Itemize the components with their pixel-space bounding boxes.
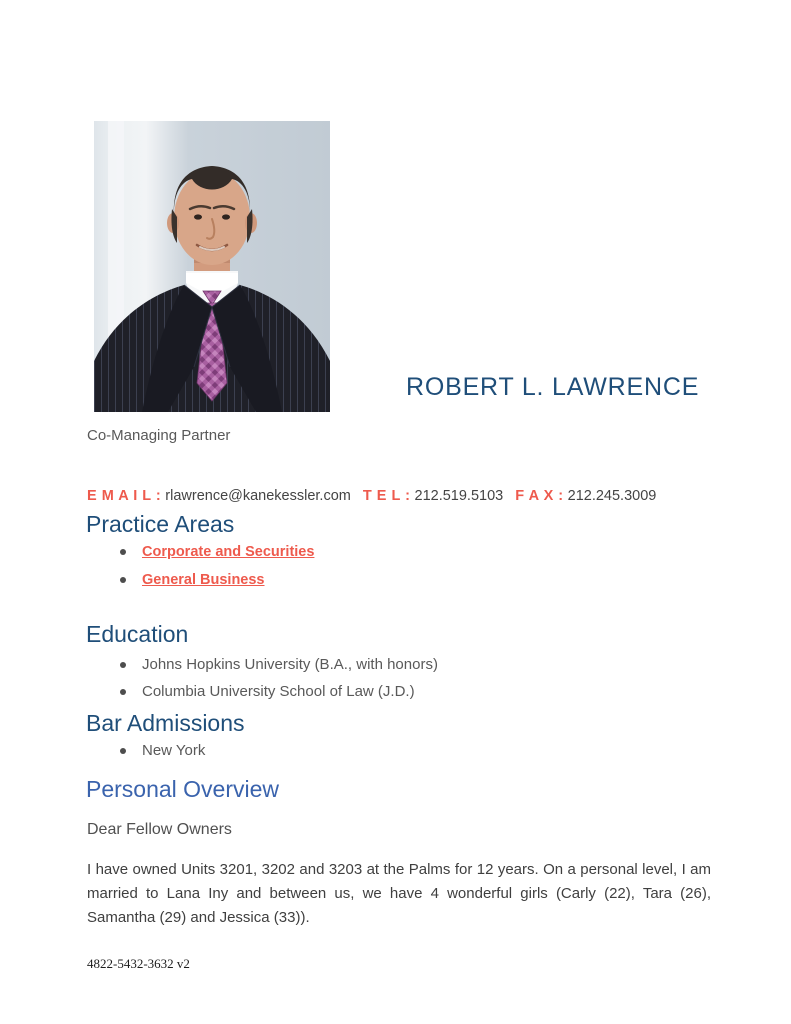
bullet-icon xyxy=(120,549,126,555)
list-item xyxy=(120,656,438,673)
fax-label: F A X : xyxy=(515,488,564,504)
bar-admission-item: New York xyxy=(142,742,206,759)
portrait-photo xyxy=(94,121,330,412)
document-code: 4822-5432-3632 v2 xyxy=(87,956,190,971)
tel-value: 212.519.5103 xyxy=(414,488,504,504)
tel-label: T E L : xyxy=(362,488,411,504)
role-subtitle: Co-Managing Partner xyxy=(87,427,231,444)
heading-education: Education xyxy=(86,621,189,647)
heading-personal-overview: Personal Overview xyxy=(86,776,280,802)
link-corporate-and-securities[interactable]: Corporate and Securities xyxy=(142,544,315,560)
heading-bar-admissions: Bar Admissions xyxy=(86,710,245,736)
page-title: ROBERT L. LAWRENCE xyxy=(406,373,700,401)
list-item xyxy=(120,544,314,560)
link-general-business[interactable]: General Business xyxy=(142,572,265,588)
heading-practice-areas: Practice Areas xyxy=(86,511,235,537)
contact-line xyxy=(87,488,656,504)
personal-overview-paragraph: I have owned Units 3201, 3202 and 3203 at the Palms for 12 years. On a personal level, I am married to Lana Iny and between us, we have 4 wonderful girls (Carly (22), Tara (26), Samantha (29) and Jessica (33)). xyxy=(87,861,711,926)
bullet-icon xyxy=(120,577,126,583)
bullet-icon xyxy=(120,689,126,695)
salutation-text: Dear Fellow Owners xyxy=(87,821,232,838)
bullet-icon xyxy=(120,748,126,754)
email-label: E M A I L : xyxy=(87,488,162,504)
education-item: Columbia University School of Law (J.D.) xyxy=(142,683,415,700)
list-item xyxy=(120,683,415,700)
list-item xyxy=(120,742,205,759)
fax-value: 212.245.3009 xyxy=(567,488,657,504)
list-item xyxy=(120,572,265,588)
bullet-icon xyxy=(120,662,126,668)
email-value: rlawrence@kanekessler.com xyxy=(165,488,351,504)
portrait-illustration xyxy=(94,121,330,412)
education-item: Johns Hopkins University (B.A., with honors) xyxy=(142,656,438,673)
